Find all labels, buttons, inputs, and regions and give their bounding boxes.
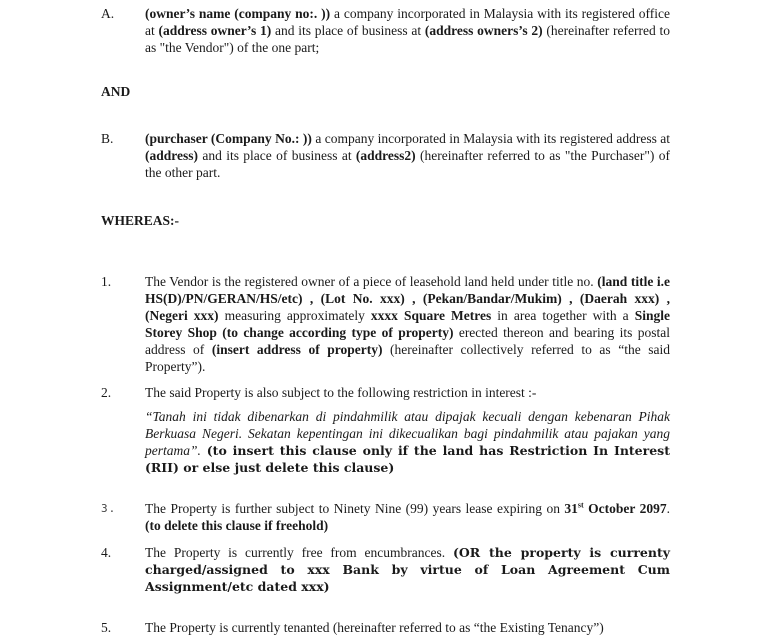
restriction-quote: “Tanah ini tidak dibenarkan di pindahmilik atau dipajak kecuali dengan kebenaran Pihak Berkuasa Negeri. Sekatan kepentingan ini dikecualikan bagi pindahmilik atau pajakan yang pertama”. xyxy=(145,409,670,458)
clause-5-number: 5. xyxy=(101,620,112,635)
property-type: Single Storey Shop (to change according type of property) xyxy=(145,308,670,340)
land-area: xxxx Square Metres xyxy=(370,308,492,323)
rii-note: (to insert this clause only if the land has Restriction In Interest (RII) or else just delete this clause) xyxy=(145,443,670,475)
purchaser-address: (address) xyxy=(145,148,199,163)
whereas-heading: WHEREAS:- xyxy=(101,213,180,228)
clause-1-number: 1. xyxy=(101,274,112,289)
owner-address-2: (address owners’s 2) xyxy=(424,23,543,38)
purchaser-address-2: (address2) xyxy=(355,148,416,163)
clause-4-text: The Property is currently free from encumbrances. (OR the property is currenty charged/assigned to xxx Bank by virtue of Loan Agreement Cum Assignment/etc dated xxx) xyxy=(145,545,670,594)
land-title-details: (land title i.e HS(D)/PN/GERAN/HS/etc) , (Lot No. xxx) , (Pekan/Bandar/Mukim) , (Daerah xxx) , (Negeri xxx) xyxy=(145,274,670,323)
clause-2-text: The said Property is also subject to the following restriction in interest :- xyxy=(145,385,537,400)
owner-name: (owner’s name (company no:. )) xyxy=(145,6,331,21)
clause-1-text: The Vendor is the registered owner of a piece of leasehold land held under title no. (land title i.e HS(D)/PN/GERAN/HS/etc) , (Lot No. xxx) , (Pekan/Bandar/Mukim) , (Daerah xxx) , (Negeri xxx) measuring approximately xxxx Square Metres in area together with a Single Storey Shop (to change according type of property) erected thereon and bearing its postal address of (insert address of property) (hereinafter collectively referred to as “the said Property”). xyxy=(145,274,671,374)
party-a-text: (owner’s name (company no:. )) a company incorporated in Malaysia with its registered office at (address owner’s 1) and its place of business at (address owners’s 2) (hereinafter referred to as "the Vendor") of the one part; xyxy=(145,6,671,55)
and-heading: AND xyxy=(101,84,131,99)
clause-2-quote-block xyxy=(145,408,670,476)
party-a-label: A. xyxy=(101,6,115,21)
party-b-text: (purchaser (Company No.: )) a company incorporated in Malaysia with its registered address at (address) and its place of business at (address2) (hereinafter referred to as "the Purchaser") of the other part. xyxy=(145,131,671,180)
clause-2-number: 2. xyxy=(101,385,112,400)
freehold-note: (to delete this clause if freehold) xyxy=(145,518,329,533)
owner-address-1: (address owner’s 1) xyxy=(158,23,272,38)
clause-3-number: 3. xyxy=(101,502,117,515)
clause-3-text: The Property is further subject to Ninety Nine (99) years lease expiring on 31st October 2097. (to delete this clause if freehold) xyxy=(145,500,670,533)
clause-5-text: The Property is currently tenanted (hereinafter referred to as “the Existing Tenancy”) xyxy=(145,620,604,635)
property-address: (insert address of property) xyxy=(211,342,383,357)
encumbrance-note: (OR the property is currenty charged/assigned to xxx Bank by virtue of Loan Agreement Cum Assignment/etc dated xxx) xyxy=(145,545,670,594)
lease-expiry-date: 31st October 2097 xyxy=(564,500,667,516)
purchaser-name: (purchaser (Company No.: )) xyxy=(145,131,312,146)
clause-4-number: 4. xyxy=(101,545,112,560)
party-b-label: B. xyxy=(101,131,114,146)
